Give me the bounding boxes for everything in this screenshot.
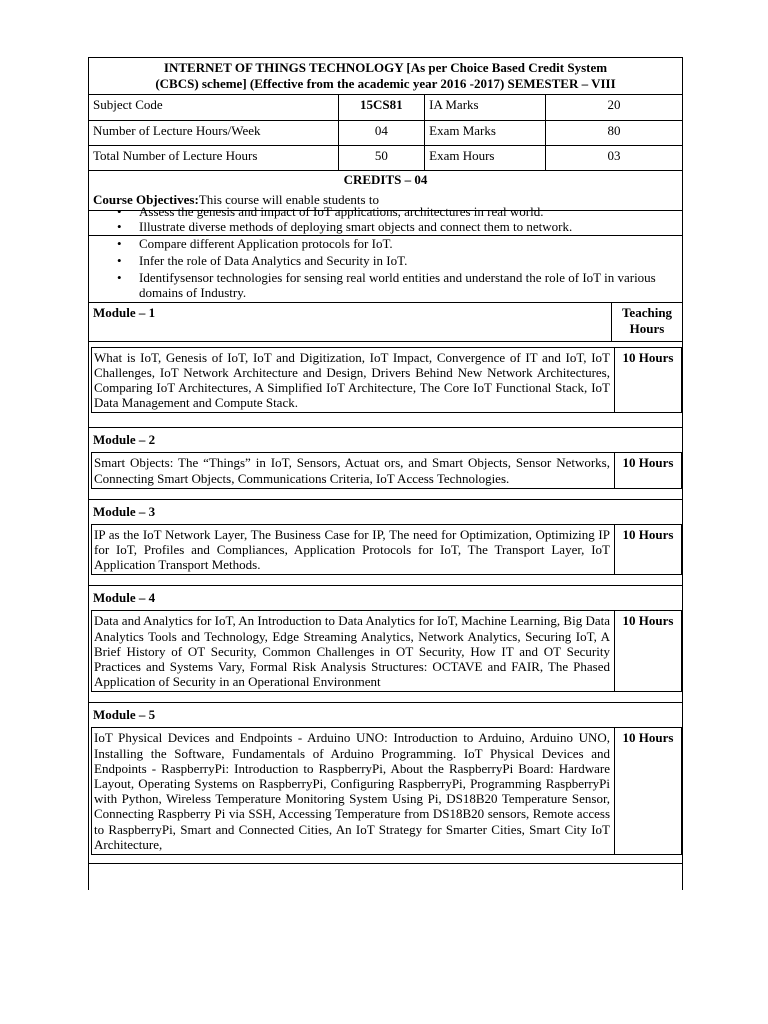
objective-item: • Identifysensor technologies for sensing real world entities and understand the role of IoT in various domains of Industry. <box>89 270 682 300</box>
module-5 <box>89 702 682 863</box>
credits-heading: CREDITS – 04 <box>343 171 428 187</box>
objectives-list-1 <box>89 203 682 234</box>
objective-item: • Infer the role of Data Analytics and Security in IoT. <box>89 253 682 268</box>
module-1-header-row <box>89 302 682 341</box>
meta-label: Subject Code <box>89 95 338 120</box>
meta-label-2: Exam Hours <box>425 145 546 170</box>
syllabus-frame <box>88 57 683 863</box>
meta-label-2: IA Marks <box>425 95 546 120</box>
meta-row <box>89 145 682 170</box>
module-3 <box>89 499 682 586</box>
teaching-hours-header: Teaching Hours <box>611 303 682 341</box>
course-meta-table <box>89 95 682 171</box>
meta-label: Total Number of Lecture Hours <box>89 145 338 170</box>
meta-value: 04 <box>338 120 425 145</box>
module-content: Data and Analytics for IoT, An Introduction to Data Analytics for IoT, Machine Learning, Big Data Analytics Tools and Technology, Edge Streaming Analytics, Network Analytics, Securing IoT, A Brief History of OT Security, Common Challenges in OT Security, How IT and OT Security Practices and Systems Vary, Formal Risk Analysis Structures: OCTAVE and FAIR, The Phased Application of Security in an Operational Environment <box>94 613 610 690</box>
module-body <box>91 347 682 414</box>
module-hours: 10 Hours <box>614 728 681 854</box>
module-hours: 10 Hours <box>614 525 681 575</box>
objective-item: • Compare different Application protocols for IoT. <box>89 236 682 251</box>
meta-label-2: Exam Marks <box>425 120 546 145</box>
meta-value: 50 <box>338 145 425 170</box>
module-hours: 10 Hours <box>614 611 681 691</box>
objectives-list-2 <box>89 236 682 300</box>
module-title: Module – 3 <box>93 503 156 519</box>
meta-value-2: 20 <box>546 95 682 120</box>
module-4 <box>89 585 682 702</box>
module-title: Module – 1 <box>93 304 156 320</box>
meta-value-2: 80 <box>546 120 682 145</box>
module-body <box>91 727 682 855</box>
course-title <box>89 58 682 95</box>
module-hours: 10 Hours <box>614 348 681 413</box>
objectives-intro: This course will enable students to <box>198 191 379 207</box>
meta-label: Number of Lecture Hours/Week <box>89 120 338 145</box>
module-2 <box>89 427 682 498</box>
title-line-1: INTERNET OF THINGS TECHNOLOGY [As per Choice Based Credit System <box>163 60 608 75</box>
table-continuation <box>88 863 683 890</box>
module-1 <box>89 341 682 428</box>
module-body <box>91 610 682 692</box>
objective-item: • Illustrate diverse methods of deploying smart objects and connect them to network. <box>89 219 682 234</box>
module-body <box>91 452 682 488</box>
module-title: Module – 5 <box>93 707 156 723</box>
module-body <box>91 524 682 576</box>
module-content: What is IoT, Genesis of IoT, IoT and Digitization, IoT Impact, Convergence of IT and IoT, IoT Challenges, IoT Network Architecture and Design, Drivers Behind New Network Architectures, Comparing IoT Architectures, A Simplified IoT Architecture, The Core IoT Functional Stack, IoT Data Management and Compute Stack. <box>94 349 610 411</box>
meta-row <box>89 120 682 145</box>
syllabus-page <box>88 57 683 890</box>
module-content: IP as the IoT Network Layer, The Business Case for IP, The need for Optimization, Optimizing IP for IoT, Profiles and Compliances, Application Protocols for IoT, The Transport Layer, IoT Application Transport Methods. <box>94 526 610 573</box>
module-hours: 10 Hours <box>614 453 681 487</box>
module-title: Module – 4 <box>93 590 156 606</box>
module-content: Smart Objects: The “Things” in IoT, Sensors, Actuat ors, and Smart Objects, Sensor Networks, Connecting Smart Objects, Communications Criteria, IoT Access Technologies. <box>94 455 610 486</box>
meta-value-2: 03 <box>546 145 682 170</box>
meta-row <box>89 95 682 120</box>
module-title: Module – 2 <box>93 432 156 448</box>
module-content: IoT Physical Devices and Endpoints - Arduino UNO: Introduction to Arduino, Arduino UNO, Installing the Software, Fundamentals of Arduino Programming. IoT Physical Devices and Endpoints - RaspberryPi: Introduction to RaspberryPi, About the RaspberryPi Board: Hardware Layout, Operating Systems on RaspberryPi, Configuring RaspberryPi, Programming RaspberryPi with Python, Wireless Temperature Monitoring System Using Pi, DS18B20 Temperature Sensor, Connecting Raspberry Pi via SSH, Accessing Temperature from DS18B20 sensors, Remote access to RaspberryPi, Smart and Connected Cities, An IoT Strategy for Smarter Cities, Smart City IoT Architecture, <box>94 730 610 852</box>
title-line-2: (CBCS) scheme] (Effective from the academic year 2016 -2017) SEMESTER – VIII <box>155 76 616 91</box>
objective-item: • Assess the genesis and impact of IoT applications, architectures in real world. <box>89 204 682 219</box>
meta-value: 15CS81 <box>338 95 425 120</box>
objectives-title: Course Objectives: <box>93 191 199 207</box>
